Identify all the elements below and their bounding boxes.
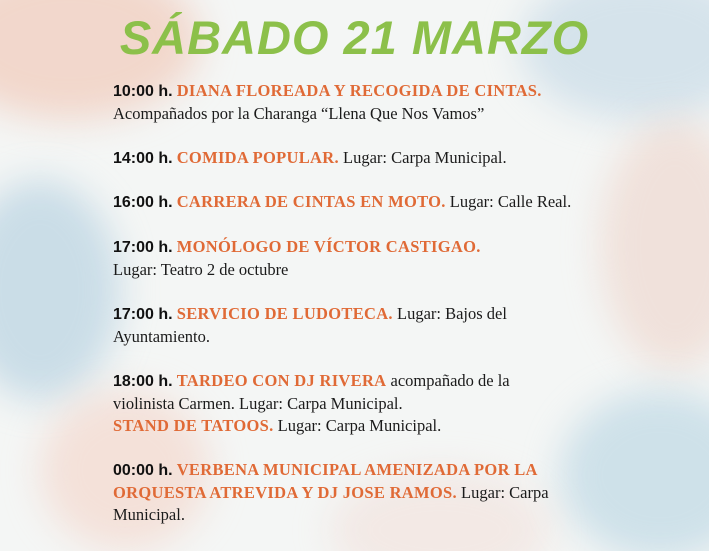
event-title: DIANA FLOREADA Y RECOGIDA DE CINTAS. <box>176 81 542 100</box>
event-location: Lugar: Calle Real. <box>449 192 572 211</box>
event-title: CARRERA DE CINTAS EN MOTO. <box>176 192 446 211</box>
event-item <box>113 80 613 125</box>
event-time: 14:00 h. <box>113 150 173 167</box>
event-item <box>113 303 613 348</box>
event-detail: Acompañados por la Charanga “Llena Que Nos Vamos” <box>113 104 485 123</box>
event-line <box>113 147 613 170</box>
event-item <box>113 370 613 437</box>
event-title-cont: ORQUESTA ATREVIDA Y DJ JOSE RAMOS. <box>113 483 457 502</box>
event-time: 10:00 h. <box>113 83 173 100</box>
event-time: 16:00 h. <box>113 194 173 211</box>
event-time: 00:00 h. <box>113 462 173 479</box>
event-location: Lugar: Teatro 2 de octubre <box>113 260 289 279</box>
event-title-secondary: STAND DE TATOOS. <box>113 416 274 435</box>
event-title: VERBENA MUNICIPAL AMENIZADA POR LA <box>176 460 538 479</box>
event-time: 17:00 h. <box>113 239 173 256</box>
event-location: Lugar: Carpa <box>461 483 549 502</box>
event-title: MONÓLOGO DE VÍCTOR CASTIGAO. <box>176 237 481 256</box>
event-location: Lugar: Carpa Municipal. <box>277 416 442 435</box>
event-line <box>113 236 613 259</box>
event-location: Lugar: Carpa Municipal. <box>343 148 507 167</box>
event-location-cont: Municipal. <box>113 505 185 524</box>
event-line-cont <box>113 482 613 504</box>
event-line-secondary <box>113 415 613 437</box>
event-line <box>113 303 613 326</box>
event-detail: acompañado de la <box>390 371 510 390</box>
event-item <box>113 147 613 170</box>
event-location: Lugar: Bajos del <box>396 304 507 323</box>
event-time: 18:00 h. <box>113 373 173 390</box>
event-item <box>113 191 613 214</box>
event-location-cont: Ayuntamiento. <box>113 327 211 346</box>
event-line <box>113 80 613 103</box>
event-title: SERVICIO DE LUDOTECA. <box>176 304 393 323</box>
event-line <box>113 191 613 214</box>
event-title: COMIDA POPULAR. <box>176 148 339 167</box>
event-title: TARDEO CON DJ RIVERA <box>176 371 387 390</box>
event-time: 17:00 h. <box>113 306 173 323</box>
event-item <box>113 236 613 281</box>
event-detail-cont: violinista Carmen. Lugar: Carpa Municipal. <box>113 394 403 413</box>
event-item <box>113 459 613 526</box>
page-title: SÁBADO 21 MARZO <box>119 11 590 64</box>
event-line <box>113 370 613 393</box>
event-line <box>113 459 613 482</box>
